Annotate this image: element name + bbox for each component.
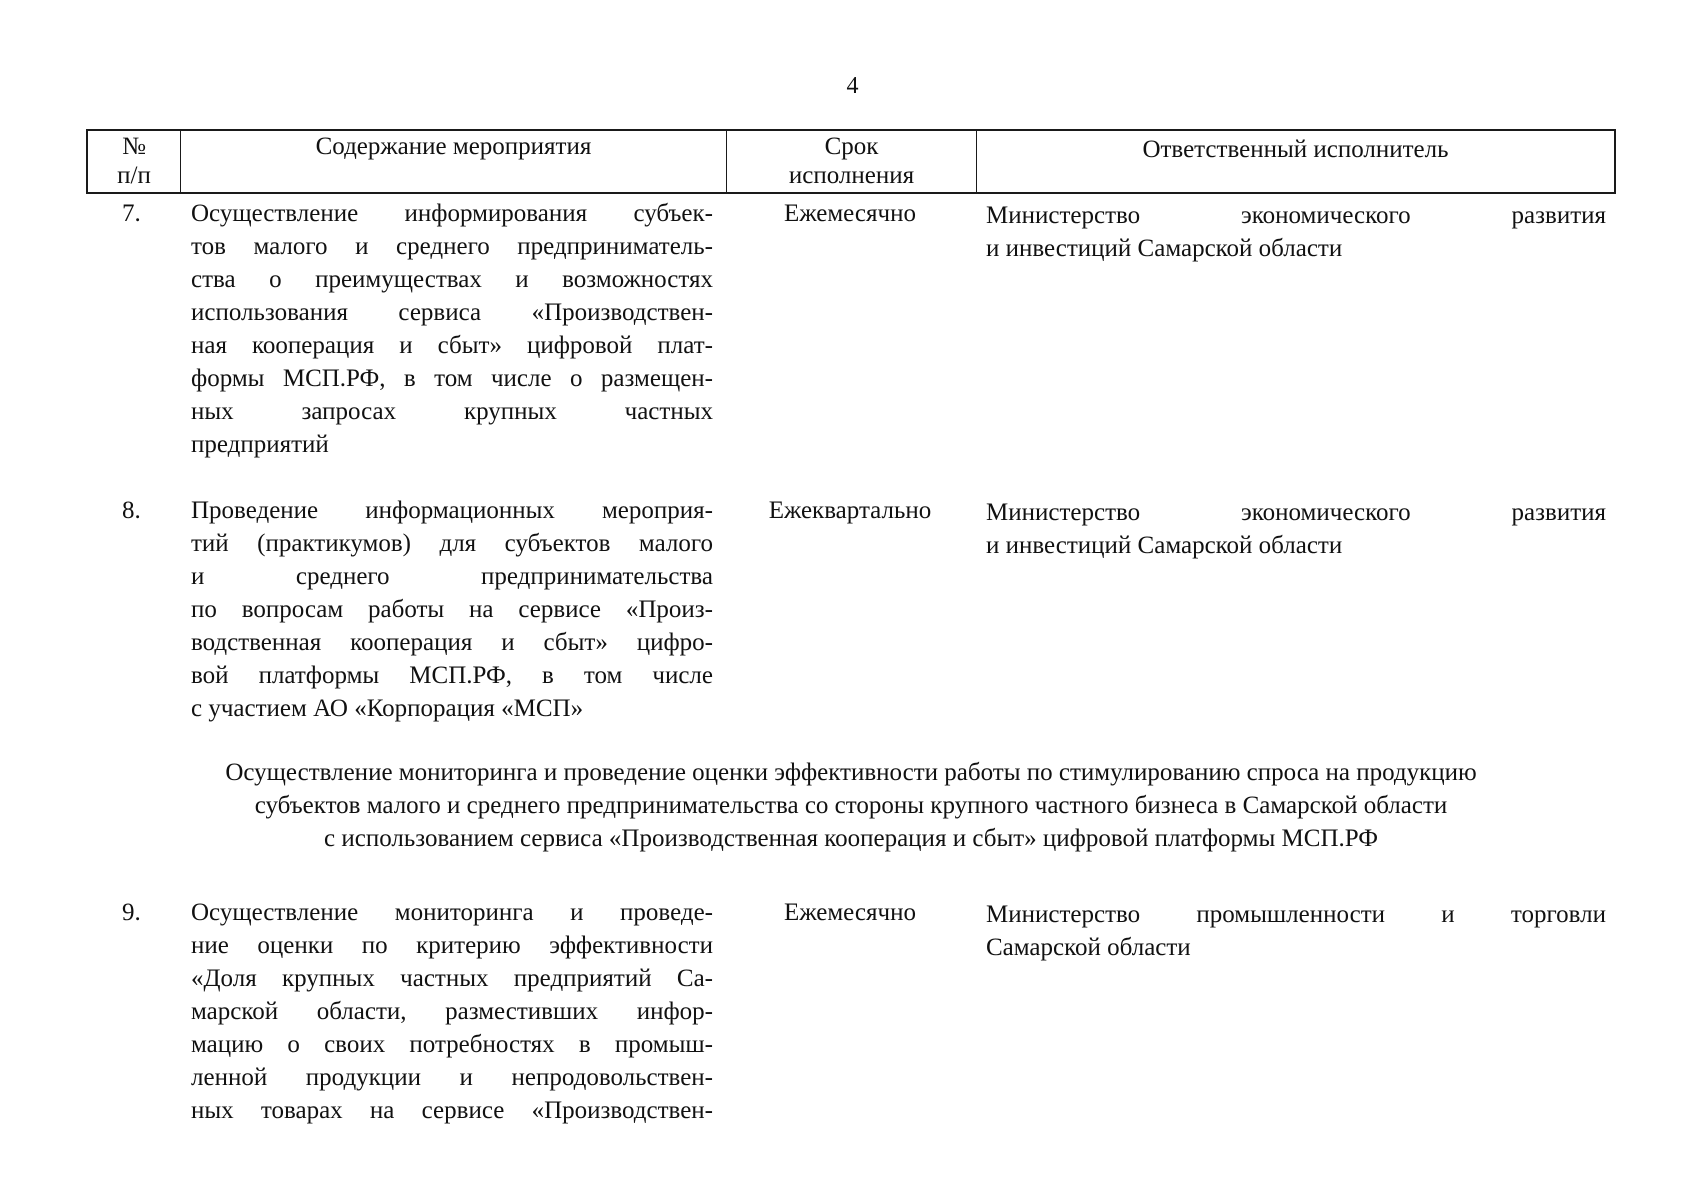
table-row-7 bbox=[86, 197, 1616, 467]
content-line: ленной продукции и непродовольствен- bbox=[191, 1064, 713, 1091]
executor-line: и инвестиций Самарской области bbox=[986, 532, 1343, 559]
row-number: 8. bbox=[122, 497, 141, 524]
executor-line: и инвестиций Самарской области bbox=[986, 235, 1343, 262]
content-line: марской области, разместивших инфор- bbox=[191, 998, 713, 1025]
row-content bbox=[191, 197, 713, 461]
row-number: 7. bbox=[122, 200, 141, 227]
header-executor-cell bbox=[977, 131, 1614, 192]
content-line: ства о преимуществах и возможностях bbox=[191, 266, 713, 293]
content-line: Проведение информационных мероприя- bbox=[191, 497, 713, 524]
page-number: 4 bbox=[846, 73, 859, 99]
header-term-cell bbox=[727, 131, 977, 192]
row-term: Ежемесячно bbox=[784, 899, 916, 926]
content-line: формы МСП.РФ, в том числе о размещен- bbox=[191, 365, 713, 392]
content-line: по вопросам работы на сервисе «Произ- bbox=[191, 596, 713, 623]
executor-line: Министерство экономического развития bbox=[986, 499, 1606, 526]
content-line: «Доля крупных частных предприятий Са- bbox=[191, 965, 713, 992]
row-number: 9. bbox=[122, 899, 141, 926]
row-term: Ежемесячно bbox=[784, 200, 916, 227]
header-term-line-1: Срок bbox=[824, 133, 879, 160]
header-term-line-2: исполнения bbox=[788, 162, 915, 189]
section-title-line: с использованием сервиса «Производственная кооперация и сбыт» цифровой платформы МСП.РФ bbox=[324, 825, 1378, 852]
row-executor bbox=[986, 898, 1606, 964]
section-title-line: Осуществление мониторинга и проведение оценки эффективности работы по стимулированию спроса на продукцию bbox=[225, 759, 1477, 786]
row-content bbox=[191, 896, 713, 1127]
header-number-line-2: п/п bbox=[117, 162, 151, 189]
table-row-8 bbox=[86, 494, 1616, 734]
executor-line: Министерство промышленности и торговли bbox=[986, 901, 1606, 928]
header-number-cell bbox=[88, 131, 181, 192]
executor-line: Министерство экономического развития bbox=[986, 202, 1606, 229]
content-line: водственная кооперация и сбыт» цифро- bbox=[191, 629, 713, 656]
executor-line: Самарской области bbox=[986, 934, 1191, 961]
header-number-line-1: № bbox=[122, 133, 146, 160]
header-executor-label: Ответственный исполнитель bbox=[1142, 136, 1449, 163]
table-row-9 bbox=[86, 896, 1616, 1136]
content-line: мацию о своих потребностях в промыш- bbox=[191, 1031, 713, 1058]
content-line: Осуществление информирования субъек- bbox=[191, 200, 713, 227]
row-term: Ежеквартально bbox=[768, 497, 932, 524]
content-line: с участием АО «Корпорация «МСП» bbox=[191, 695, 584, 722]
content-line: вой платформы МСП.РФ, в том числе bbox=[191, 662, 713, 689]
content-line: и среднего предпринимательства bbox=[191, 563, 713, 590]
row-executor bbox=[986, 199, 1606, 265]
content-line: использования сервиса «Производствен- bbox=[191, 299, 713, 326]
content-line: ных товарах на сервисе «Производствен- bbox=[191, 1097, 713, 1124]
content-line: ных запросах крупных частных bbox=[191, 398, 713, 425]
row-content bbox=[191, 494, 713, 725]
header-content-label: Содержание мероприятия bbox=[315, 133, 592, 160]
table-header bbox=[86, 129, 1616, 194]
section-title-line: субъектов малого и среднего предпринимательства со стороны крупного частного бизнеса в Самарской области bbox=[254, 792, 1448, 819]
content-line: тий (практикумов) для субъектов малого bbox=[191, 530, 713, 557]
header-content-cell bbox=[181, 131, 727, 192]
content-line: предприятий bbox=[191, 431, 329, 458]
content-line: Осуществление мониторинга и проведе- bbox=[191, 899, 713, 926]
section-title bbox=[86, 756, 1616, 855]
row-executor bbox=[986, 496, 1606, 562]
content-line: тов малого и среднего предприниматель- bbox=[191, 233, 713, 260]
content-line: ная кооперация и сбыт» цифровой плат- bbox=[191, 332, 713, 359]
content-line: ние оценки по критерию эффективности bbox=[191, 932, 713, 959]
